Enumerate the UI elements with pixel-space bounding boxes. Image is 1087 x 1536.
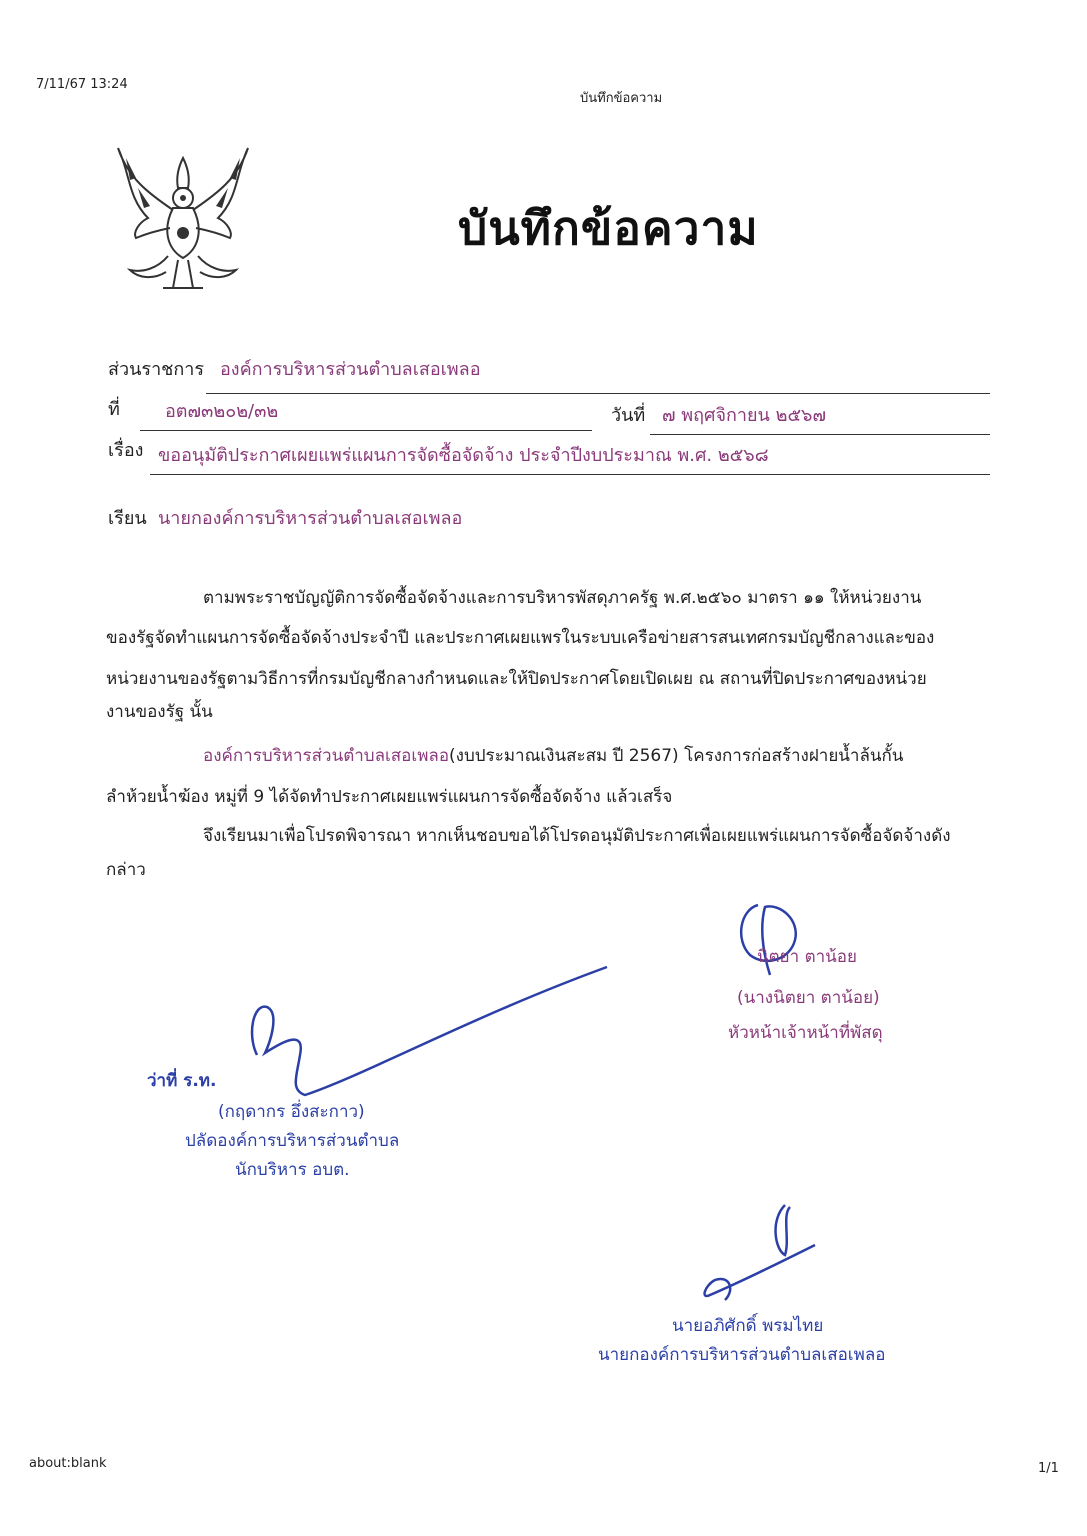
deputy-full-name: (กฤดากร อึ่งสะกาว) bbox=[218, 1102, 365, 1122]
body-p1-line4: งานของรัฐ นั้น bbox=[106, 702, 213, 722]
officer-signature-icon bbox=[730, 895, 810, 985]
ref-label: ที่ bbox=[108, 399, 120, 420]
garuda-emblem-icon bbox=[108, 138, 258, 298]
subject-rule bbox=[150, 474, 990, 475]
department-value: องค์การบริหารส่วนตำบลเสอเพลอ bbox=[220, 359, 481, 380]
print-page-number: 1/1 bbox=[1038, 1461, 1059, 1476]
subject-label: เรื่อง bbox=[108, 440, 144, 461]
memo-title: บันทึกข้อความ bbox=[458, 201, 759, 255]
body-p2-line2: ลำห้วยน้ำฆ้อง หมู่ที่ 9 ได้จัดทำประกาศเผยแพร่แผนการจัดซื้อจัดจ้าง แล้วเสร็จ bbox=[106, 787, 673, 807]
print-url: about:blank bbox=[29, 1456, 107, 1471]
to-value: นายกองค์การบริหารส่วนตำบลเสอเพลอ bbox=[158, 508, 463, 529]
deputy-position-line2: นักบริหาร อบต. bbox=[235, 1160, 350, 1180]
mayor-name: นายอภิศักดิ์ พรมไทย bbox=[672, 1316, 824, 1336]
body-p1-line1: ตามพระราชบัญญัติการจัดซื้อจัดจ้างและการบริหารพัสดุภาครัฐ พ.ศ.๒๕๖๐ มาตรา ๑๑ ให้หน่วยงาน bbox=[203, 588, 922, 608]
ref-value: อต๗๓๒๐๒/๓๒ bbox=[165, 401, 279, 422]
to-label: เรียน bbox=[108, 508, 147, 529]
subject-value: ขออนุมัติประกาศเผยแพร่แผนการจัดซื้อจัดจ้าง ประจำปีงบประมาณ พ.ศ. ๒๕๖๘ bbox=[158, 445, 769, 466]
body-p1-line3: หน่วยงานของรัฐตามวิธีการที่กรมบัญชีกลางกำหนดและให้ปิดประกาศโดยเปิดเผย ณ สถานที่ปิดประกาศของหน่วย bbox=[106, 669, 927, 689]
body-p2-line1-rest: (งบประมาณเงินสะสม ปี 2567) โครงการก่อสร้างฝายน้ำล้นกั้น bbox=[449, 746, 904, 766]
mayor-signature-icon bbox=[690, 1195, 830, 1315]
body-p3-line1: จึงเรียนมาเพื่อโปรดพิจารณา หากเห็นชอบขอได้โปรดอนุมัติประกาศเพื่อเผยแพร่แผนการจัดซื้อจัดจ้างดัง bbox=[203, 826, 951, 846]
deputy-acting-title: ว่าที่ ร.ท. bbox=[147, 1071, 217, 1091]
deputy-signature-icon bbox=[245, 955, 625, 1105]
officer-signed-name: นิตยา ตาน้อย bbox=[757, 947, 857, 967]
body-p1-line2: ของรัฐจัดทำแผนการจัดซื้อจัดจ้างประจำปี และประกาศเผยแพรในระบบเครือข่ายสารสนเทศกรมบัญชีกลางและของ bbox=[106, 628, 935, 648]
officer-full-name: (นางนิตยา ตาน้อย) bbox=[737, 988, 880, 1008]
department-rule bbox=[206, 393, 990, 394]
ref-rule bbox=[140, 430, 592, 431]
department-label: ส่วนราชการ bbox=[108, 359, 205, 380]
print-doc-title: บันทึกข้อความ bbox=[580, 91, 663, 106]
date-label: วันที่ bbox=[611, 405, 646, 426]
date-value: ๗ พฤศจิกายน ๒๕๖๗ bbox=[662, 405, 827, 426]
date-rule bbox=[650, 434, 990, 435]
body-p3-line2: กล่าว bbox=[106, 860, 146, 880]
body-p2-line1 bbox=[203, 736, 903, 777]
officer-position: หัวหน้าเจ้าหน้าที่พัสดุ bbox=[728, 1023, 883, 1043]
body-p2-org: องค์การบริหารส่วนตำบลเสอเพลอ bbox=[203, 746, 450, 766]
mayor-position: นายกองค์การบริหารส่วนตำบลเสอเพลอ bbox=[598, 1345, 886, 1365]
deputy-position-line1: ปลัดองค์การบริหารส่วนตำบล bbox=[185, 1131, 400, 1151]
print-timestamp: 7/11/67 13:24 bbox=[36, 77, 128, 92]
